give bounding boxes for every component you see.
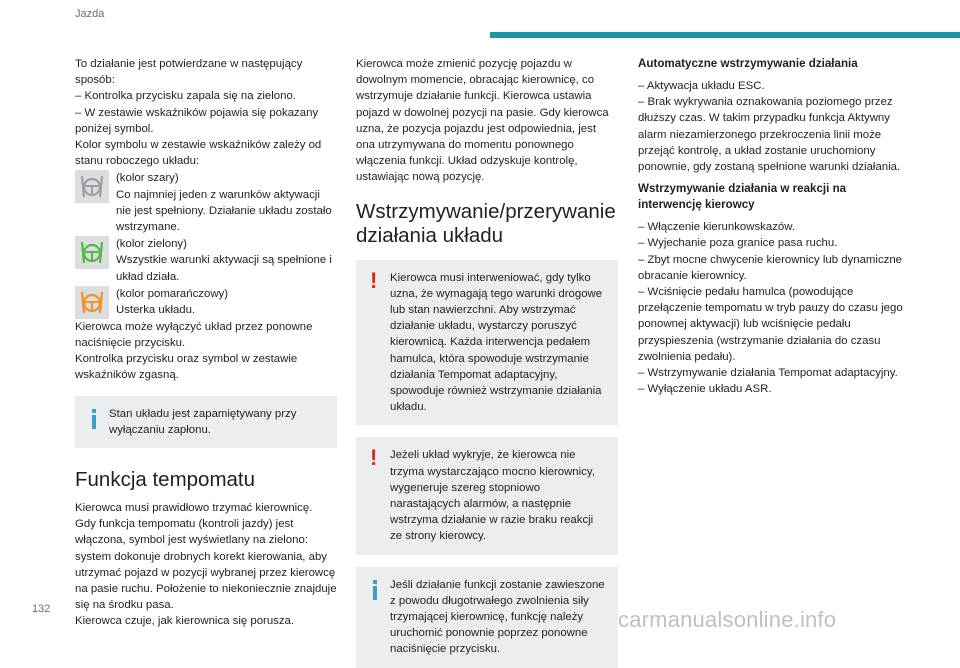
watermark: carmanualsonline.info	[618, 607, 837, 632]
column-right	[638, 56, 908, 397]
list-item: – Aktywacja układu ESC.	[638, 80, 765, 92]
list-item: – Wstrzymywanie działania Tempomat adaptacyjny.	[638, 367, 898, 380]
running-header: Jazda	[75, 8, 105, 20]
warning-note-text: Jeżeli układ wykryje, że kierowca nie trzyma wystarczająco mocno kierownicy, wygeneruje szereg stopniowo narastających alarmów, a następnie wstrzyma działanie w razie braku reakcji ze strony kierowcy.	[390, 449, 595, 543]
info-icon	[366, 577, 390, 605]
paragraph: Kierowca może wyłączyć układ przez ponowne naciśnięcie przycisku.	[75, 320, 313, 350]
warning-note	[356, 437, 618, 554]
warning-note	[356, 260, 618, 426]
list-item: – Brak wykrywania oznakowania poziomego przez dłuższy czas. W takim przypadku funkcja Aktywny alarm niezamierzonego przekroczenia linii może przejąć kontrolę, a układ zostanie uruchomiony ponownie, gdy zostaną spełnione warunki działania.	[638, 96, 901, 174]
list-item: – Kontrolka przycisku zapala się na zielono.	[75, 90, 296, 103]
paragraph: To działanie jest potwierdzane w następujący sposób:	[75, 58, 303, 87]
warning-icon: !	[370, 445, 378, 471]
list-item: – Wyłączenie układu ASR.	[638, 383, 772, 396]
info-icon	[85, 406, 109, 434]
info-note-text: Stan układu jest zapamiętywany przy wyłączaniu zapłonu.	[109, 407, 297, 436]
symbol-label: (kolor zielony)	[116, 238, 187, 251]
paragraph: Kierowca czuje, jak kierownica się porusza.	[75, 615, 295, 628]
paragraph: Gdy funkcja tempomatu (kontroli jazdy) jest włączona, symbol jest wyświetlany na zielono: system dokonuje drobnych korekt kierowania, aby utrzymać pojazd w pozycji wybranej przez kierowcę na pasie ruchu. Położenie to niekoniecznie znajduje się na środku pasa.	[75, 518, 337, 612]
symbol-label: (kolor pomarańczowy)	[116, 287, 229, 300]
section-title: Wstrzymywanie/przerywanie działania układu	[356, 199, 616, 247]
symbol-row-green	[75, 236, 337, 285]
paragraph: Kolor symbolu w zestawie wskaźników zależy od stanu roboczego układu:	[75, 139, 322, 168]
symbol-description: Wszystkie warunki aktywacji są spełnione i układ działa.	[116, 254, 332, 283]
symbol-label: (kolor szary)	[116, 172, 179, 185]
paragraph: Kontrolka przycisku oraz symbol w zestawie wskaźników zgasną.	[75, 353, 298, 382]
list-item: – Wciśnięcie pedału hamulca (powodujące przełączenie tempomatu w tryb pauzy do czasu jego ponownej aktywacji) lub wciśnięcie pedału przyspieszenia (wstrzymanie działania do czasu zwolnienia pedału).	[638, 286, 903, 363]
subheading: Wstrzymywanie działania w reakcji na interwencję kierowcy	[638, 182, 847, 212]
list-item: – W zestawie wskaźników pojawia się pokazany poniżej symbol.	[75, 106, 319, 135]
column-left	[75, 56, 337, 630]
paragraph: Kierowca może zmienić pozycję pojazdu w dowolnym momencie, obracając kierownicę, co wstrzymuje działanie funkcji. Kierowca ustawia pojazd w dowolnej pozycji na pasie. Gdy kierowca uzna, że pozycja pojazdu jest odpowiednia, jest ona utrzymywana do momentu ponownego włączenia funkcji. Układ odzyskuje kontrolę, ustawiając nową pozycję.	[356, 58, 609, 184]
symbol-description: Co najmniej jeden z warunków aktywacji nie jest spełniony. Działanie układu zostało wstrzymane.	[116, 188, 332, 234]
steering-wheel-icon	[75, 286, 109, 319]
symbol-row-orange	[75, 286, 337, 319]
warning-note-text: Kierowca musi interweniować, gdy tylko uzna, że wymagają tego warunki drogowe lub stan nawierzchni. Aby wstrzymać działanie układu, wystarczy poruszyć kierownicą. Każda interwencja pedałem hamulca, która spowoduje wstrzymanie działania Tempomat adaptacyjny, spowoduje również wstrzymanie działania układu.	[390, 271, 603, 414]
subheading: Automatyczne wstrzymywanie działania	[638, 57, 858, 70]
info-note	[356, 567, 618, 668]
paragraph: Kierowca musi prawidłowo trzymać kierownicę.	[75, 502, 313, 515]
list-item: – Włączenie kierunkowskazów.	[638, 221, 796, 234]
steering-wheel-icon	[75, 170, 109, 203]
page-number: 132	[32, 603, 51, 615]
info-note-text: Jeśli działanie funkcji zostanie zawieszone z powodu długotrwałego zwolnienia siły trzymającej kierownicę, funkcję należy uruchomić ponownie poprzez ponowne naciśnięcie przycisku.	[390, 578, 605, 656]
steering-wheel-icon	[75, 236, 109, 269]
symbol-description: Usterka układu.	[116, 304, 196, 317]
list-item: – Zbyt mocne chwycenie kierownicy lub dynamiczne obracanie kierownicy.	[638, 253, 902, 282]
list-item: – Wyjechanie poza granice pasa ruchu.	[638, 237, 838, 250]
warning-icon: !	[370, 267, 378, 293]
symbol-row-grey	[75, 170, 337, 235]
section-title: Funkcja tempomatu	[75, 468, 256, 492]
header-accent-bar	[490, 32, 960, 38]
info-note	[75, 396, 337, 448]
column-middle	[356, 56, 618, 668]
